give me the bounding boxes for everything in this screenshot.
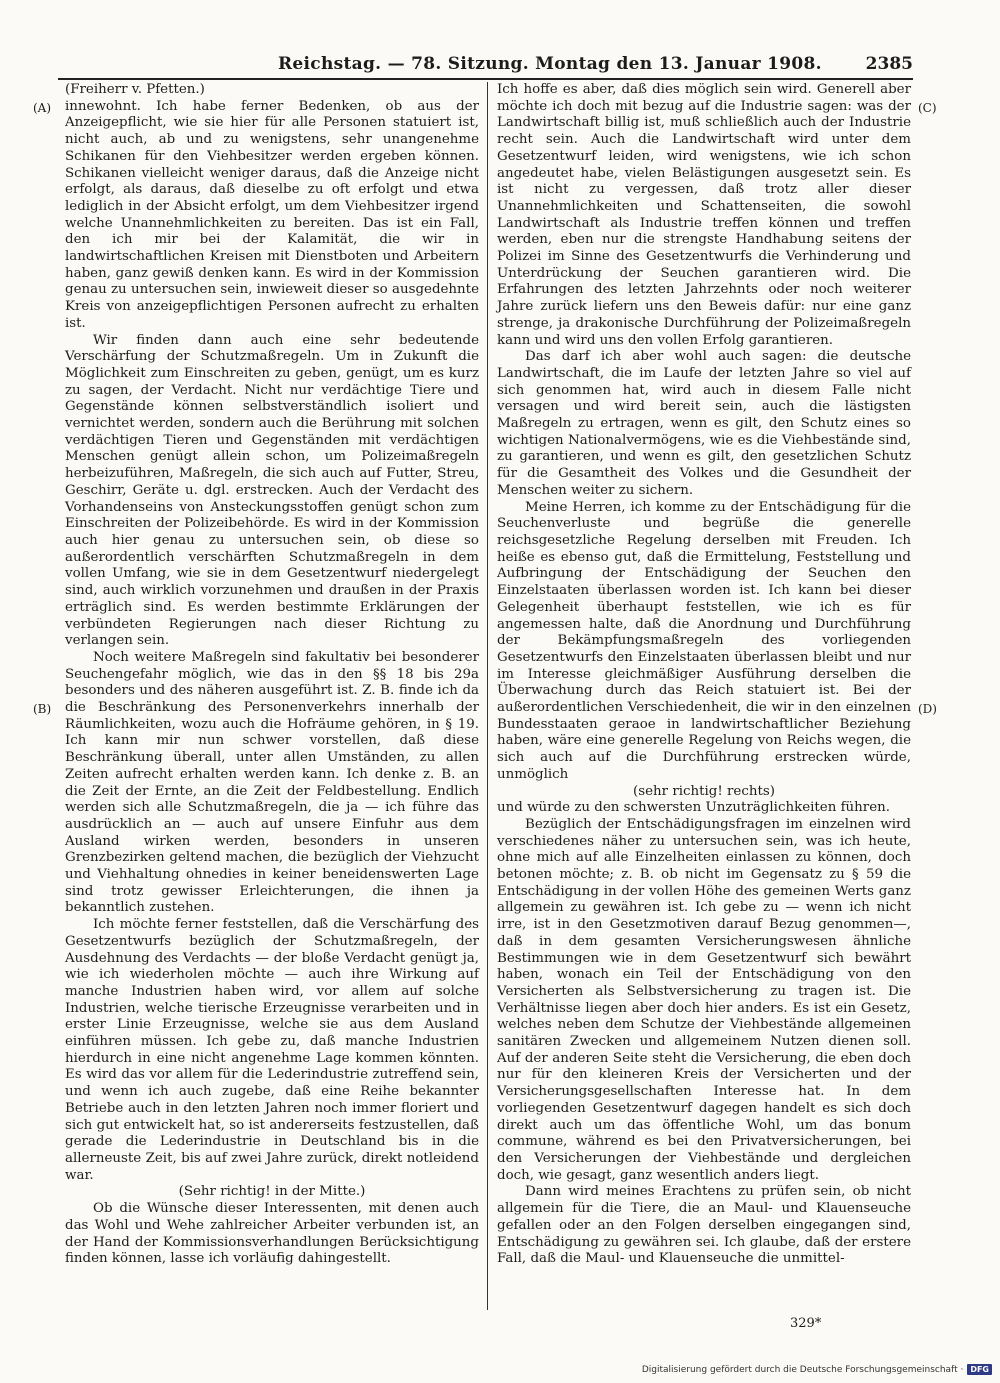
header-rule [58,78,913,80]
interjection: (sehr richtig! rechts) [633,783,775,799]
right-text-column [497,82,911,1268]
page-number: 2385 [865,54,913,74]
paragraph: Dann wird meines Erachtens zu prüfen sein, ob nicht allgemein für die Tiere, die an Maul- und Klauenseuche gefallen oder an den Folgen derselben eingegangen sind, Entschädigung zu gewähren sei. Ich glaube, daß der erstere Fall, daß die Maul- und Klauenseuche die unmittel- [497,1184,911,1267]
paragraph: Ich hoffe es aber, daß dies möglich sein wird. Generell aber möchte ich doch mit bezug auf die Industrie sagen: was der Landwirtschaft billig ist, muß schließlich auch der Industrie recht sein. Auch die Landwirtschaft wird unter dem Gesetzentwurf leiden, wird wenigstens, wie ich schon angedeutet habe, vielen Belästigungen ausgesetzt sein. Es ist nicht zu vergessen, daß trotz aller dieser Unannehmlichkeiten und Schattenseiten, die sowohl Landwirtschaft als Industrie treffen können und treffen werden, eben nur die strengste Handhabung seitens der Polizei im Sinne des Gesetzentwurfs die Verhinderung und Unterdrückung der Seuchen garantieren wird. Die Erfahrungen des letzten Jahrzehnts oder noch weiterer Jahre zurück liefern uns den Beweis dafür: nur eine ganz strenge, ja drakonische Durchführung der Polizeimaßregeln kann und wird uns den vollen Erfolg garantieren. [497,82,911,348]
column-divider [487,82,488,1310]
page-header [58,54,913,78]
paragraph: Meine Herren, ich komme zu der Entschädigung für die Seuchenverluste und begrüße die generelle reichsgesetzliche Regelung derselben mit Freuden. Ich heiße es ebenso gut, daß die Ermittelung, Feststellung und Aufbringung der Entschädigung der Seuchen den Einzelstaaten überlassen worden ist. Ich kann bei dieser Gelegenheit überhaupt feststellen, wie ich es für angemessen halte, daß die Anordnung und Durchführung der Bekämpfungsmaßregeln des vorliegenden Gesetzentwurfs den Einzelstaaten überlassen bleibt und nur im Interesse gleichmäßiger Ausführung derselben die Überwachung durch das Reich statuiert ist. Bei der außerordentlichen Verschiedenheit, die wir in den einzelnen Bundesstaaten geraoe in landwirtschaftlicher Beziehung haben, wäre eine generelle Regelung von Reichs wegen, die sich auch auf die Durchführung erstrecken würde, unmöglich [497,499,911,782]
margin-mark-b: (B) [33,702,52,716]
footer-text: Digitalisierung gefördert durch die Deutsche Forschungsgemeinschaft · [641,1364,964,1375]
paragraph: innewohnt. Ich habe ferner Bedenken, ob aus der Anzeigepflicht, wie sie hier für alle Personen statuiert ist, nicht auch, ab und zu wenigstens, sehr unangenehme Schikanen für den Viehbesitzer werden ergeben können. Schikanen vielleicht weniger daraus, daß die Anzeige nicht erfolgt, als daraus, daß dieselbe zu oft erfolgt und etwa lediglich in der Absicht erfolgt, um dem Viehbesitzer irgend welche Unannehmlichkeiten zu bereiten. Das ist ein Fall, den ich mir bei der Kalamität, die wir in landwirtschaftlichen Kreisen mit Dienstboten und Arbeitern haben, ganz gewiß denken kann. Es wird in der Kommission genau zu untersuchen sein, inwieweit dieser so ausgedehnte Kreis von anzeigepflichtigen Personen aufrecht zu erhalten ist. [65,98,479,331]
paragraph: und würde zu den schwersten Unzuträglichkeiten führen. [497,800,891,816]
paragraph: Wir finden dann auch eine sehr bedeutende Verschärfung der Schutzmaßregeln. Um in Zukunft die Möglichkeit zum Einschreiten zu geben, genügt, um es kurz zu sagen, der Verdacht. Nicht nur verdächtige Tiere und Gegenstände können selbstverständlich isoliert und vernichtet werden, sondern auch die Berührung mit solchen verdächtigen Tieren und Gegenständen mit verdächtigen Menschen genügt allein schon, um Polizeimaßregeln herbeizuführen, Maßregeln, die sich auch auf Futter, Streu, Geschirr, Geräte u. dgl. erstrecken. Auch der Verdacht des Vorhandenseins von Ansteckungsstoffen genügt schon zum Einschreiten der Polizeibehörde. Es wird in der Kommission auch hier genau zu untersuchen sein, ob diese so außerordentlich verschärften Schutzmaßregeln in dem vollen Umfang, wie sie in dem Gesetzentwurf niedergelegt sind, auch wirklich vorzunehmen und draußen in der Praxis erträglich sind. Es werden bestimmte Erklärungen der verbündeten Regierungen nach dieser Richtung zu verlangen sein. [65,332,479,649]
page-title: Reichstag. — 78. Sitzung. Montag den 13. Januar 1908. [278,54,822,74]
margin-mark-a: (A) [33,101,52,115]
paragraph: Bezüglich der Entschädigungsfragen im einzelnen wird verschiedenes näher zu untersuchen sein, was ich heute, ohne mich auf alle Einzelheiten einlassen zu können, doch betonen möchte; z. B. ob nicht im Gegensatz zu § 59 die Entschädigung in der vollen Höhe des gemeinen Werts ganz allgemein zu gewähren ist. Ich gebe zu — wenn ich nicht irre, ist in den Gesetzmotiven darauf Bezug genommen—, daß in dem gesamten Versicherungswesen ähnliche Bestimmungen wie in dem Gesetzentwurf sich bewährt haben, wonach ein Teil der Entschädigung von den Versicherten als Selbstversicherung zu tragen ist. Die Verhältnisse liegen aber doch hier anders. Es ist ein Gesetz, welches neben dem Schutze der Viehbestände allgemeinen sanitären Zwecken und allgemeinem Nutzen dienen soll. Auf der anderen Seite steht die Versicherung, die eben doch nur für den kleineren Kreis der Versicherten und der Versicherungsgesellschaften Interesse hat. In dem vorliegenden Gesetzentwurf dagegen handelt es sich doch direkt auch um das öffentliche Wohl, um das bonum commune, während es bei den Privatversicherungen, bei den Versicherungen der Viehbestände und dergleichen doch, wie gesagt, ganz wesentlich anders liegt. [497,816,911,1183]
paragraph: Ich möchte ferner feststellen, daß die Verschärfung des Gesetzentwurfs bezüglich der Schutzmaßregeln, der Ausdehnung des Verdachts — der bloße Verdacht genügt ja, wie ich wiederholen möchte — auch ihre Wirkung auf manche Industrien haben wird, vor allem auf solche Industrien, welche tierische Erzeugnisse verarbeiten und in erster Linie Erzeugnisse, welche sie aus dem Ausland einführen müssen. Ich gebe zu, daß manche Industrien hierdurch in eine nicht angenehme Lage kommen könnten. Es wird das vor allem für die Lederindustrie zutreffend sein, und wenn ich auch zugebe, daß eine Reihe bekannter Betriebe auch in den letzten Jahren noch immer floriert und sich gut entwickelt hat, so ist andererseits festzustellen, daß gerade die Lederindustrie in Deutschland bis in die allerneuste Zeit, bis auf zwei Jahre zurück, direkt notleidend war. [65,917,479,1183]
paragraph: (Freiherr v. Pfetten.) [65,82,205,97]
margin-mark-d: (D) [918,702,937,716]
paragraph: Ob die Wünsche dieser Interessenten, mit denen auch das Wohl und Wehe zahlreicher Arbeiter verbunden ist, an der Hand der Kommissionsverhandlungen Berücksichtigung finden können, lasse ich vorläufig dahingestellt. [65,1201,479,1267]
digitization-footer [642,1364,992,1375]
dfg-logo: DFG [967,1364,992,1375]
paragraph: Noch weitere Maßregeln sind fakultativ bei besonderer Seuchengefahr möglich, wie das in den §§ 18 bis 29a besonders und des näheren ausgeführt ist. Z. B. finde ich da die Beschränkung des Personenverkehrs innerhalb der Räumlichkeiten, wozu auch die Hofräume gehören, in § 19. Ich kann mir nun schwer vorstellen, daß diese Beschränkung überall, unter allen Umständen, zu allen Zeiten aufrecht erhalten werden kann. Ich denke z. B. an die Zeit der Ernte, an die Zeit der Feldbestellung. Endlich werden sich alle Schutzmaßregeln, die ja — ich führe das ausdrücklich an — auch auf unsere Einfuhr aus dem Ausland wirken werden, besonders in unseren Grenzbezirken geltend machen, die bezüglich der Viehzucht und Viehhaltung ohnedies in keiner beneidenswerten Lage sind trotz gewisser Erleichterungen, die ihnen ja bekanntlich zustehen. [65,649,479,916]
margin-mark-c: (C) [918,101,937,115]
sheet-signature: 329* [790,1316,822,1331]
interjection: (Sehr richtig! in der Mitte.) [178,1184,366,1200]
left-text-column [65,82,479,1268]
paragraph: Das darf ich aber wohl auch sagen: die deutsche Landwirtschaft, die im Laufe der letzten Jahre so viel auf sich genommen hat, wird auch in diesem Falle nicht versagen und wird bereit sein, auch die lästigsten Maßregeln zu ertragen, wenn es gilt, den Schutz eines so wichtigen Nationalvermögens, wie es die Viehbestände sind, zu garantieren, und wenn es gilt, den gesetzlichen Schutz für die Gesamtheit des Volkes und die Gesundheit der Menschen weiter zu sichern. [497,349,911,498]
